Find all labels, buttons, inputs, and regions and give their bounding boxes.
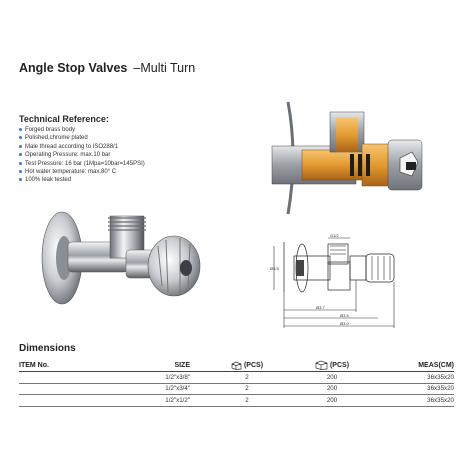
bullet-icon [19,136,22,139]
cutaway-section-drawing [262,96,432,221]
small-box-icon [231,361,242,370]
title-main: Angle Stop Valves [19,61,128,75]
list-item: Forged brass body [19,126,145,134]
technical-reference-heading: Technical Reference: [19,114,109,124]
bullet-icon [19,170,22,173]
large-box-icon [315,360,328,370]
dimensions-table [19,359,454,407]
drawing-label-c: Ø3.0 [340,321,349,326]
title-subtitle: –Multi Turn [133,61,196,75]
bullet-icon [19,128,22,131]
col-item: ITEM No. [19,361,49,369]
bullet-icon [19,145,22,148]
list-item: Hot water temperature: max.80° C [19,168,145,176]
drawing-label-top: G1/2 [330,233,339,238]
col-inner-pcs: (PCS) [190,361,292,370]
list-item: 100% leak tested [19,176,145,184]
table-header [19,359,454,372]
bullet-icon [19,178,22,181]
dimension-drawing [270,232,420,337]
bullet-icon [19,153,22,156]
col-size: SIZE [174,361,190,369]
drawing-label-b: Ø3.5 [340,313,349,318]
table-row: 1/2"x3/8" 2 200 36x35x20 [19,372,454,384]
product-photo [40,198,220,318]
page-title [19,61,195,75]
drawing-label-left: Ø3.5 [270,266,279,271]
table-row: 1/2"x1/2" 2 200 36x35x20 [19,395,454,407]
col-meas: MEAS(CM) [418,361,454,369]
list-item: Male thread according to ISO288/1 [19,143,145,151]
col-outer-pcs: (PCS) [292,360,372,370]
technical-reference-list [19,126,145,185]
drawing-label-a: Ø3.7 [316,305,325,310]
list-item: Test Pressure: 16 bar (1Mpa=10bar=145PSI) [19,160,145,168]
list-item: Operating Pressure: max.10 bar [19,151,145,159]
list-item: Polished,chrome plated [19,134,145,142]
table-row: 1/2"x3/4" 2 200 36x35x20 [19,384,454,396]
bullet-icon [19,162,22,165]
dimensions-heading: Dimensions [19,343,76,354]
